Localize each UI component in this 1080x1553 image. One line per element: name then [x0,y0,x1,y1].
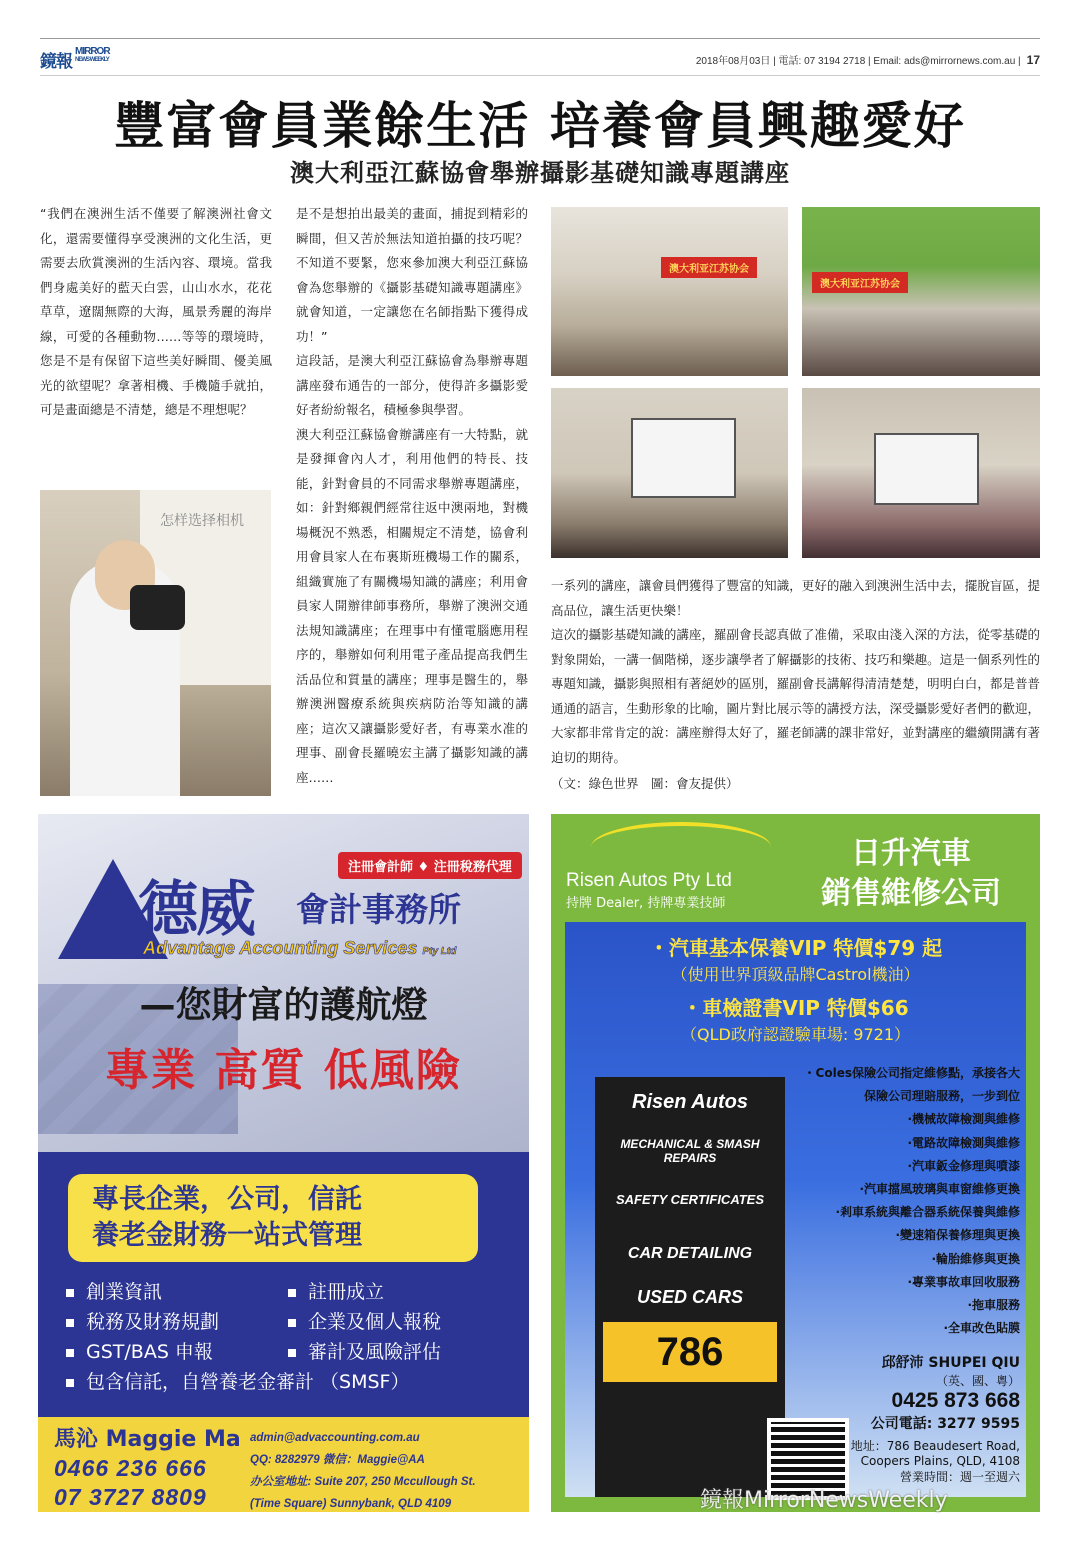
service-text: GST/BAS 申報 [86,1341,213,1363]
ad-hero [38,814,529,1152]
service-item: ·剎車系統與離合器系統保養與維修 [835,1205,1020,1220]
sign-item: CAR DETAILING [627,1245,753,1262]
sign-item: USED CARS [636,1287,743,1307]
service-item: ·機械故障檢測與維修 [907,1112,1020,1127]
service-text: 包含信託，自營養老金審計 （SMSF） [86,1371,410,1393]
promo-certificate: ・車檢證書VIP 特價$66 [682,996,909,1020]
service-item: ·拖車服務 [967,1298,1020,1313]
firm-english-text: Advantage Accounting Services [143,938,418,958]
article-headline: 豐富會員業餘生活 培養會員興趣愛好 [114,97,966,155]
ad-contact-bar [38,1417,529,1512]
article-credit: （文：綠色世界 圖：會友提供） [551,776,739,791]
projector-screen [631,418,736,498]
masthead [40,38,1040,76]
logo-chinese: 鏡報 [40,52,72,72]
ad-slogan: —您財富的護航燈 [139,985,428,1026]
specialty-line: 養老金財務一站式管理 [92,1220,362,1251]
contact-address: 办公室地址: Suite 207, 250 Mccullough St. [250,1476,476,1488]
company-name-line: 銷售維修公司 [821,876,1001,911]
camera-icon [130,585,185,630]
sign-number: 786 [603,1322,777,1382]
promo-note: （使用世界頂級品牌Castrol機油） [671,965,920,984]
company-chinese-name [796,834,1026,914]
contact-name: 馬沁 Maggie Ma [54,1427,241,1452]
slide-title: 怎样选择相机 [160,513,244,529]
service-item [288,1277,441,1307]
company-name-line: 日升汽車 [851,836,971,871]
autos-advertisement [551,814,1040,1512]
bullet-icon [66,1379,74,1387]
contact-name: 邱舒沛 SHUPEI QIU [881,1355,1020,1371]
sign-item: SAFETY CERTIFICATES [615,1192,765,1207]
article-paragraph: 是不是想拍出最美的畫面，捕捉到精彩的瞬間，但又苦於無法知道拍攝的技巧呢？不知道不要緊，您來參加澳大利亞江蘇協會為您舉辦的《攝影基礎知識專題講座》就會知道，一定讓您在名師指點下獲得成功！” [296,206,528,344]
service-item: ·輪胎維修與更換 [931,1251,1020,1266]
event-photo-3 [551,388,788,558]
service-text: 企業及個人報稅 [308,1311,442,1333]
company-license: 持牌 Dealer, 持牌專業技師 [566,896,726,911]
association-banner: 澳大利亚江苏协会 [812,272,908,293]
firm-name-big: 德威 [138,875,254,945]
logo-english-sub: NEWS WEEKLY [75,57,109,63]
article-column-3 [551,574,1040,797]
firm-name-small: 會計事務所 [296,890,461,929]
article-subheadline: 澳大利亞江蘇協會舉辦攝影基礎知識專題講座 [290,159,790,187]
contact-block [54,1425,241,1512]
promo-service: ・汽車基本保養VIP 特價$79 起 [648,936,943,960]
article-paragraph: 這段話，是澳大利亞江蘇協會為舉辦專題講座發布通告的一部分，使得許多攝影愛好者紛紛報名，積極參與學習。 [296,353,528,417]
issue-details: 2018年08月03日 | 電話: 07 3194 2718 | Email: ads@mirrornews.com.au | [695,56,1021,67]
service-item: ·全車改色貼膜 [943,1321,1020,1336]
bullet-icon [66,1289,74,1297]
promo-panel [565,922,1026,1497]
services-list [780,1062,1020,1340]
bullet-icon [288,1349,296,1357]
services-right [288,1277,441,1367]
signage-pole [595,1077,785,1497]
logo-english: MIRROR [75,46,110,57]
contact-office-phone: 公司電話: 3277 9595 [870,1416,1020,1432]
bullet-icon [288,1319,296,1327]
service-item: ·電路故障檢測與維修 [907,1135,1020,1150]
article-column-1 [40,202,272,423]
contact-details [250,1427,476,1512]
article-column-2 [296,202,528,790]
newspaper-logo [40,47,110,72]
sign-brand: Risen Autos [632,1091,748,1113]
service-item: ·變速箱保養修理與更換 [895,1228,1020,1243]
service-text: 審計及風險評估 [308,1341,442,1363]
service-text: 註冊成立 [308,1281,385,1303]
article-paragraph: 這次的攝影基礎知識的講座，羅副會長認真做了准備，采取由淺入深的方法，從零基礎的對象開始，一講一個階梯，逐步讓學者了解攝影的技術、技巧和樂趣。這是一個系列性的專題知識，攝影與照相有著絕妙的區別，羅副會長講解得清清楚楚，明明白白，都是普普通通的語言，生動形象的比喻，圖片對比展示等的講授方法，深受攝影愛好者們的歡迎，大家都非常肯定的說：講座辦得太好了，羅老師講的課非常好，並對講座的繼續開講有著迫切的期待。 [551,627,1040,765]
article-paragraph: 一系列的講座，讓會員們獲得了豐富的知識，更好的融入到澳洲生活中去，擺脫盲區，提高品位，讓生活更快樂！ [551,578,1040,618]
page-number: 17 [1026,53,1040,67]
projector-screen [874,433,979,505]
service-item [288,1307,441,1337]
contact-languages: （英、國、粵） [935,1374,1020,1388]
specialty-line: 專長企業，公司，信託 [92,1184,362,1215]
service-item: ·專業事故車回收服務 [907,1274,1020,1289]
service-item [288,1337,441,1367]
contact-address: (Time Square) Sunnybank, QLD 4109 [250,1498,452,1510]
firm-english-name [143,938,456,959]
contact-mobile: 0425 873 668 [891,1389,1020,1412]
service-item [66,1367,409,1397]
article-paragraph: 澳大利亞江蘇協會辦講座有一大特點，就是發揮會內人才，利用他們的特長、技能，針對會員的不同需求舉辦專題講座，如：針對鄉親們經常往返中澳兩地，對機場概況不熟悉，相關規定不清楚，協會利用會員家人在布裏斯班機場工作的關系，組織實施了有關機場知識的講座；利用會員家人開辦律師事務所，舉辦了澳洲交通法規知識講座；在理事中有懂電腦應用程序的，舉辦如何利用電子產品提高我們生活品位和質量的講座；理事是醫生的，舉辦澳洲醫療系統與疾病防治等知識的講座；這次又讓攝影愛好者，有專業水准的理事、副會長羅曉宏主講了攝影知識的講座…… [296,426,528,785]
contact-address: Coopers Plains, QLD, 4108 [860,1454,1020,1468]
service-item: 保險公司理賠服務，一步到位 [863,1089,1020,1104]
ad-tag: 注冊會計師 ♦ 注冊稅務代理 [338,852,522,879]
event-photo-4 [802,388,1040,558]
bullet-icon [288,1289,296,1297]
issue-info [696,52,1040,67]
article-paragraph: “我們在澳洲生活不僅要了解澳洲社會文化，還需要懂得享受澳洲的文化生活，更需要去欣賞澳洲的生活內容、環境。當我們身處美好的藍天白雲，山山水水，花花草草，遼闊無際的大海，風景秀麗的海岸線，可愛的各種動物……等等的環境時，您是不是有保留下這些美好瞬間、優美風光的欲望呢？拿著相機、手機隨手就拍，可是畫面總是不清楚，總是不理想呢？ [40,206,272,417]
ad-features: 專業 高質 低風險 [105,1045,462,1096]
lecturer-photo [40,490,271,796]
contact-address: 地址：786 Beaudesert Road, [850,1439,1020,1453]
contact-phone: 0466 236 666 [54,1455,207,1481]
event-photo-1 [551,207,788,376]
service-item: ·汽車鈑金修理與噴漆 [907,1158,1020,1173]
bullet-icon [66,1319,74,1327]
event-photo-2 [802,207,1040,376]
firm-english-suffix: Pty Ltd [422,946,457,957]
service-text: 創業資訊 [86,1281,163,1303]
service-item: ・Coles保險公司指定維修點，承接各大 [803,1066,1020,1080]
accounting-advertisement [38,814,529,1512]
company-english-name: Risen Autos Pty Ltd [566,870,732,891]
association-banner: 澳大利亚江苏协会 [661,257,757,278]
promo-note: （QLD政府認證驗車場: 9721） [680,1025,911,1044]
sign-item: MECHANICAL & SMASH REPAIRS [620,1137,760,1165]
car-outline-icon [591,822,771,872]
service-item: ·汽車擋風玻璃與車窗維修更換 [859,1182,1020,1197]
service-text: 稅務及財務規劃 [86,1311,220,1333]
contact-phone: 07 3727 8809 [54,1484,207,1510]
contact-social: QQ: 8282979 微信：Maggie@AA [250,1454,425,1466]
specialty-box [68,1174,478,1262]
watermark: 鏡報MirrorNewsWeekly [700,1488,948,1513]
business-hours: 營業時間：週一至週六 [899,1470,1020,1484]
contact-email: admin@advaccounting.com.au [250,1432,420,1444]
bullet-icon [66,1349,74,1357]
